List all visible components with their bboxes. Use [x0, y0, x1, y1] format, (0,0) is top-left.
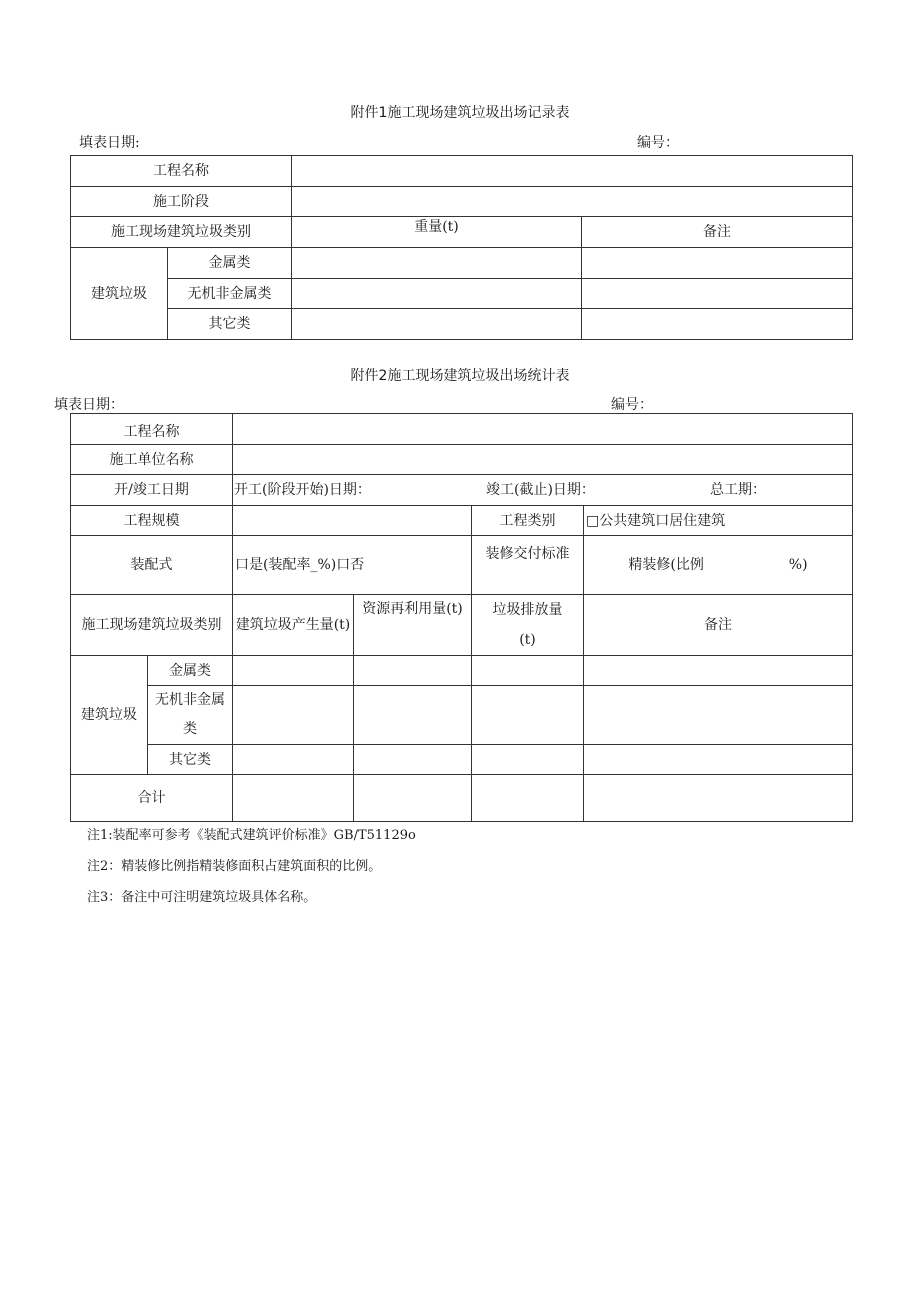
table1-date-label: 填表日期: [79, 135, 140, 151]
dates-row [233, 475, 853, 506]
stage-field[interactable] [292, 187, 853, 217]
total-period-field[interactable]: 总工期： [710, 482, 766, 498]
note-1: 注1:装配率可参考《装配式建筑评价标准》GB/T51129o [87, 828, 416, 843]
type-options[interactable]: □公共建筑口居住建筑 [584, 506, 853, 536]
other-weight-field[interactable] [292, 309, 582, 340]
nonmetal-remark-field[interactable] [582, 279, 853, 309]
other-generated[interactable] [233, 745, 354, 775]
metal-generated[interactable] [233, 656, 354, 686]
t2-nonmetal-label: 无机非金属类 [148, 686, 233, 745]
t2-project-name-label: 工程名称 [71, 414, 233, 445]
metal-weight-field[interactable] [292, 248, 582, 279]
total-generated[interactable] [233, 775, 354, 822]
scale-label: 工程规模 [71, 506, 233, 536]
nonmetal-discharged[interactable] [472, 686, 584, 745]
note-2: 注2：精装修比例指精装修面积占建筑面积的比例。 [87, 859, 382, 874]
other-discharged[interactable] [472, 745, 584, 775]
metal-remark[interactable] [584, 656, 853, 686]
weight-header: 重量(t) [292, 217, 582, 248]
end-date-field[interactable]: 竣工(截止)日期： [486, 482, 595, 498]
metal-label: 金属类 [168, 248, 292, 279]
table1-title: 附件1施工现场建筑垃圾出场记录表 [350, 105, 570, 121]
start-date-field[interactable]: 开工(阶段开始)日期： [234, 482, 371, 498]
project-name-field[interactable] [292, 156, 853, 187]
nonmetal-label: 无机非金属类 [168, 279, 292, 309]
table2-date-label: 填表日期： [54, 397, 124, 413]
table2-title: 附件2施工现场建筑垃圾出场统计表 [350, 368, 570, 384]
other-remark[interactable] [584, 745, 853, 775]
finish-label: 装修交付标准 [472, 536, 584, 595]
reused-header: 资源再利用量(t) [354, 595, 472, 656]
t2-waste-group-label: 建筑垃圾 [71, 656, 148, 775]
project-name-label: 工程名称 [71, 156, 292, 187]
category-label: 施工现场建筑垃圾类别 [71, 217, 292, 248]
prefab-options[interactable]: 口是(装配率_%)口否 [233, 536, 472, 595]
total-remark[interactable] [584, 775, 853, 822]
finish-pct: %) [788, 557, 808, 573]
record-table [70, 155, 853, 340]
waste-group-label: 建筑垃圾 [71, 248, 168, 340]
total-label: 合计 [71, 775, 233, 822]
nonmetal-remark[interactable] [584, 686, 853, 745]
unit-name-field[interactable] [233, 445, 853, 475]
remark-header: 备注 [582, 217, 853, 248]
metal-reused[interactable] [354, 656, 472, 686]
other-remark-field[interactable] [582, 309, 853, 340]
metal-remark-field[interactable] [582, 248, 853, 279]
nonmetal-reused[interactable] [354, 686, 472, 745]
t2-remark-header: 备注 [584, 595, 853, 656]
prefab-label: 装配式 [71, 536, 233, 595]
total-discharged[interactable] [472, 775, 584, 822]
unit-name-label: 施工单位名称 [71, 445, 233, 475]
type-label: 工程类别 [472, 506, 584, 536]
other-label: 其它类 [168, 309, 292, 340]
dates-label: 开/竣工日期 [71, 475, 233, 506]
nonmetal-generated[interactable] [233, 686, 354, 745]
note-3: 注3：备注中可注明建筑垃圾具体名称。 [87, 890, 317, 905]
discharged-header: 垃圾排放量(t) [472, 595, 584, 656]
other-reused[interactable] [354, 745, 472, 775]
total-reused[interactable] [354, 775, 472, 822]
finish-text: 精装修(比例 [628, 557, 704, 573]
t2-metal-label: 金属类 [148, 656, 233, 686]
finish-value[interactable] [584, 536, 853, 595]
statistics-table [70, 413, 853, 822]
generated-header: 建筑垃圾产生量(t) [233, 595, 354, 656]
metal-discharged[interactable] [472, 656, 584, 686]
scale-field[interactable] [233, 506, 472, 536]
stage-label: 施工阶段 [71, 187, 292, 217]
t2-category-label: 施工现场建筑垃圾类别 [71, 595, 233, 656]
table2-number-label: 编号： [611, 397, 653, 413]
t2-other-label: 其它类 [148, 745, 233, 775]
table1-number-label: 编号： [637, 135, 679, 151]
t2-project-name-field[interactable] [233, 414, 853, 445]
nonmetal-weight-field[interactable] [292, 279, 582, 309]
